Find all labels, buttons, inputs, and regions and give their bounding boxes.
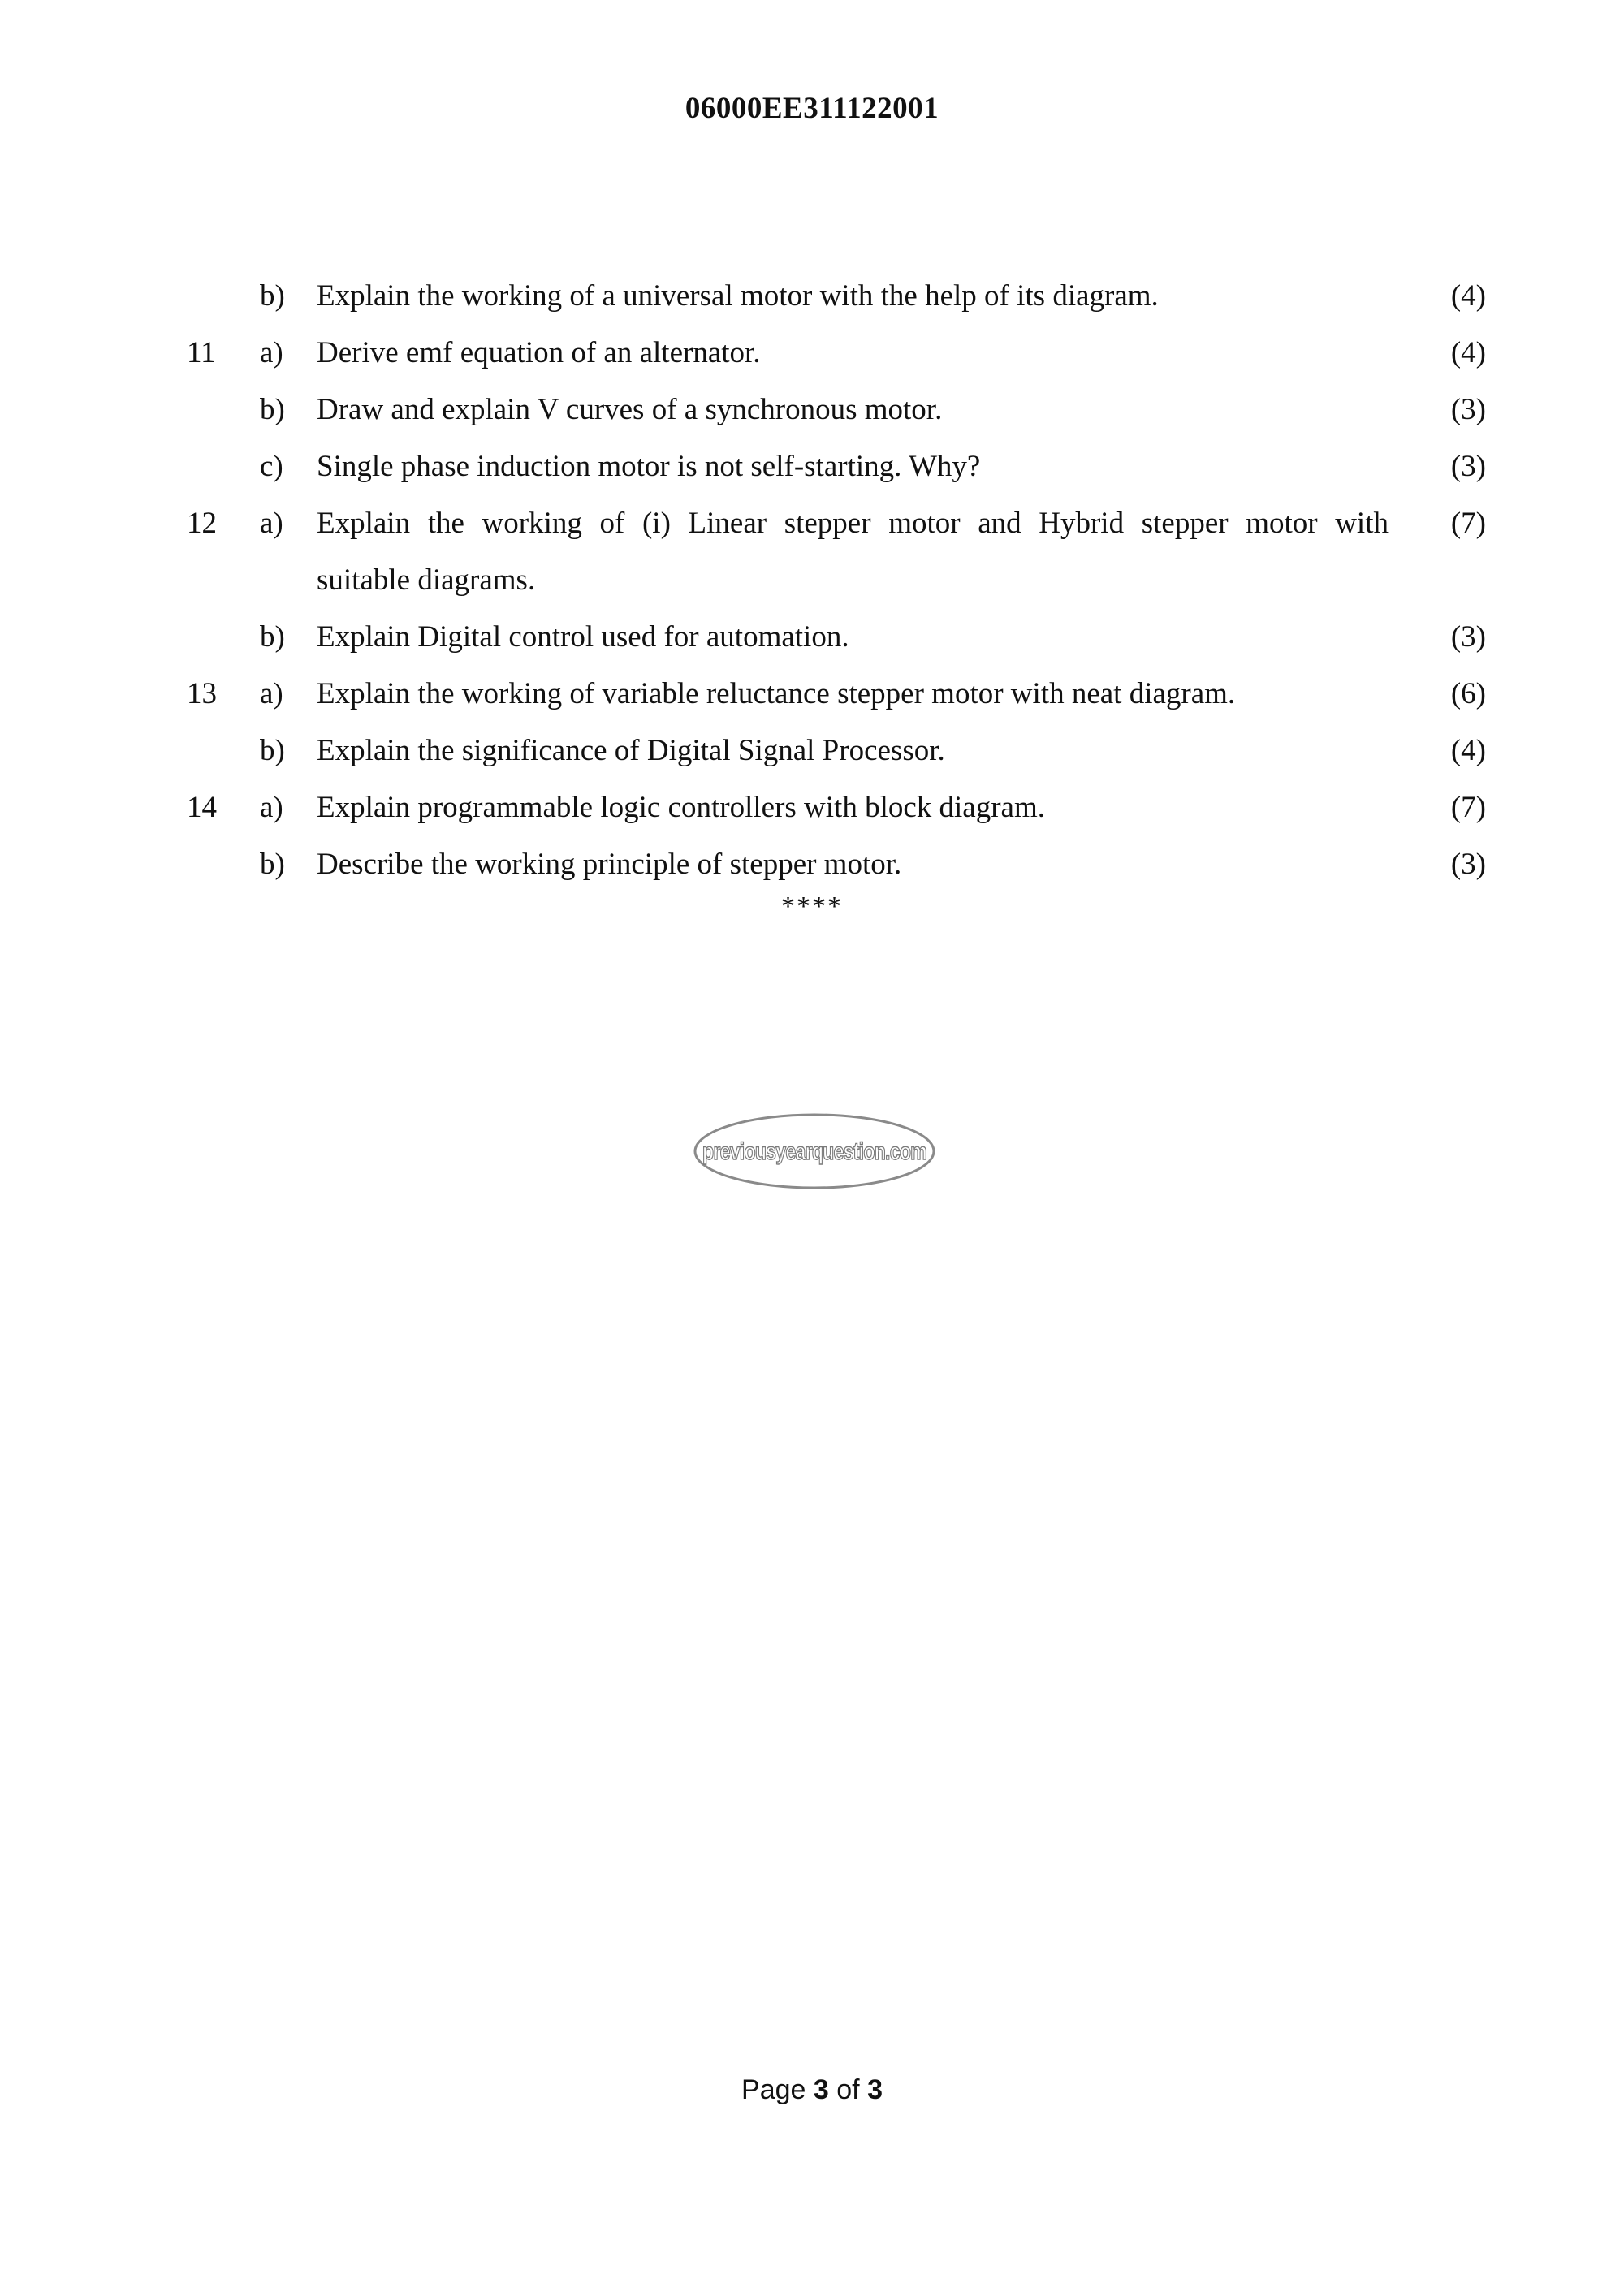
question-marks: (3) xyxy=(1450,393,1486,426)
question-marks: (3) xyxy=(1450,848,1486,881)
question-text: Explain the working of (i) Linear stepper motor and Hybrid stepper motor with xyxy=(317,507,1389,540)
question-row xyxy=(187,836,1486,893)
question-text: Explain programmable logic controllers with block diagram. xyxy=(317,791,1045,824)
question-text: Derive emf equation of an alternator. xyxy=(317,336,761,369)
question-part: c) xyxy=(260,450,283,483)
current-page-number: 3 xyxy=(813,2074,829,2105)
question-row-continuation xyxy=(187,552,1486,609)
question-part: b) xyxy=(260,734,285,767)
of-label: of xyxy=(836,2074,860,2105)
question-row xyxy=(187,268,1486,325)
watermark-badge xyxy=(693,1112,936,1190)
end-of-paper-mark: **** xyxy=(781,891,843,921)
question-text: Describe the working principle of stepper motor. xyxy=(317,848,902,881)
question-part: b) xyxy=(260,393,285,426)
question-marks: (7) xyxy=(1450,507,1486,540)
question-part: a) xyxy=(260,507,283,540)
question-text: Explain the significance of Digital Signal Processor. xyxy=(317,734,945,767)
total-pages-number: 3 xyxy=(867,2074,883,2105)
question-part: b) xyxy=(260,848,285,881)
question-row xyxy=(187,723,1486,779)
question-marks: (3) xyxy=(1450,620,1486,654)
watermark-logo xyxy=(693,1112,936,1190)
question-part: b) xyxy=(260,279,285,313)
question-text: Explain Digital control used for automation. xyxy=(317,620,849,654)
question-part: a) xyxy=(260,336,283,369)
question-text: Draw and explain V curves of a synchronous motor. xyxy=(317,393,943,426)
question-row xyxy=(187,779,1486,836)
question-row xyxy=(187,438,1486,495)
question-text: Single phase induction motor is not self-starting. Why? xyxy=(317,450,981,483)
question-row xyxy=(187,382,1486,438)
question-text: Explain the working of variable reluctance stepper motor with neat diagram. xyxy=(317,677,1236,710)
question-number: 11 xyxy=(187,336,216,369)
question-part: a) xyxy=(260,791,283,824)
question-marks: (4) xyxy=(1450,336,1486,369)
question-row xyxy=(187,325,1486,382)
question-marks: (4) xyxy=(1450,279,1486,313)
paper-code: 06000EE311122001 xyxy=(685,92,939,125)
question-number: 12 xyxy=(187,507,217,540)
watermark-text: previousyearquestion.com xyxy=(702,1138,926,1165)
question-row xyxy=(187,666,1486,723)
question-list xyxy=(187,268,1486,893)
question-text: Explain the working of a universal motor with the help of its diagram. xyxy=(317,279,1159,313)
question-marks: (4) xyxy=(1450,734,1486,767)
question-marks: (7) xyxy=(1450,791,1486,824)
question-part: b) xyxy=(260,620,285,654)
question-text: suitable diagrams. xyxy=(317,563,536,597)
question-row xyxy=(187,609,1486,666)
question-marks: (6) xyxy=(1450,677,1486,710)
question-row xyxy=(187,495,1486,552)
question-marks: (3) xyxy=(1450,450,1486,483)
page-footer xyxy=(0,2074,1624,2106)
question-part: a) xyxy=(260,677,283,710)
question-number: 13 xyxy=(187,677,217,710)
question-number: 14 xyxy=(187,791,217,824)
page-label: Page xyxy=(741,2074,806,2105)
